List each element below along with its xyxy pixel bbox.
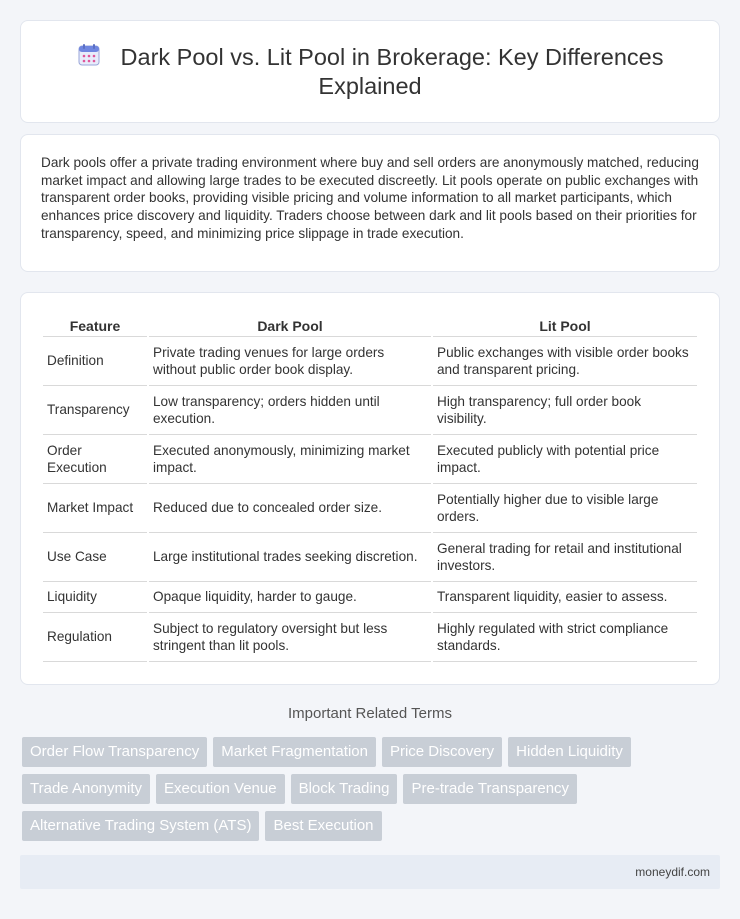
dark-pool-cell: Subject to regulatory oversight but less stringent than lit pools. xyxy=(149,613,431,662)
dark-pool-cell: Executed anonymously, minimizing market impact. xyxy=(149,435,431,484)
table-row xyxy=(43,582,697,613)
term-tag[interactable]: Pre-trade Transparency xyxy=(403,774,577,804)
header-dark-pool: Dark Pool xyxy=(149,315,431,337)
table-row xyxy=(43,533,697,582)
summary-text: Dark pools offer a private trading environment where buy and sell orders are anonymously matched, reducing market impact and allowing large trades to be executed discreetly. Lit pools operate on public exchanges with transparent order books, providing visible pricing and volume information to all market participants, which enhances price discovery and liquidity. Traders choose between dark and lit pools based on their priorities for transparency, speed, and minimizing price slippage in trade execution. xyxy=(41,155,699,241)
title-card xyxy=(20,20,720,123)
calendar-icon xyxy=(77,43,101,67)
lit-pool-cell: Potentially higher due to visible large orders. xyxy=(433,484,697,533)
term-tag[interactable]: Trade Anonymity xyxy=(22,774,150,804)
term-tag[interactable]: Hidden Liquidity xyxy=(508,737,631,767)
dark-pool-cell: Private trading venues for large orders without public order book display. xyxy=(149,337,431,386)
comparison-table-card xyxy=(20,292,720,685)
lit-pool-cell: General trading for retail and institutional investors. xyxy=(433,533,697,582)
lit-pool-cell: Executed publicly with potential price impact. xyxy=(433,435,697,484)
table-row xyxy=(43,435,697,484)
term-tag[interactable]: Price Discovery xyxy=(382,737,502,767)
comparison-table xyxy=(41,315,699,662)
related-terms-list xyxy=(22,737,722,848)
feature-cell: Definition xyxy=(43,337,147,386)
table-row xyxy=(43,613,697,662)
dark-pool-cell: Reduced due to concealed order size. xyxy=(149,484,431,533)
dark-pool-cell: Opaque liquidity, harder to gauge. xyxy=(149,582,431,613)
term-tag[interactable]: Market Fragmentation xyxy=(213,737,376,767)
header-feature: Feature xyxy=(43,315,147,337)
feature-cell: Liquidity xyxy=(43,582,147,613)
related-terms-title: Important Related Terms xyxy=(288,705,452,722)
term-tag[interactable]: Alternative Trading System (ATS) xyxy=(22,811,259,841)
feature-cell: Transparency xyxy=(43,386,147,435)
footer-site[interactable]: moneydif.com xyxy=(635,865,710,879)
feature-cell: Use Case xyxy=(43,533,147,582)
dark-pool-cell: Low transparency; orders hidden until execution. xyxy=(149,386,431,435)
header-lit-pool: Lit Pool xyxy=(433,315,697,337)
feature-cell: Market Impact xyxy=(43,484,147,533)
table-row xyxy=(43,386,697,435)
term-tag[interactable]: Block Trading xyxy=(291,774,398,804)
summary-card xyxy=(20,134,720,272)
lit-pool-cell: High transparency; full order book visibility. xyxy=(433,386,697,435)
footer xyxy=(20,855,720,889)
table-row xyxy=(43,337,697,386)
table-row xyxy=(43,484,697,533)
lit-pool-cell: Transparent liquidity, easier to assess. xyxy=(433,582,697,613)
term-tag[interactable]: Order Flow Transparency xyxy=(22,737,207,767)
feature-cell: Order Execution xyxy=(43,435,147,484)
dark-pool-cell: Large institutional trades seeking discretion. xyxy=(149,533,431,582)
page-title: Dark Pool vs. Lit Pool in Brokerage: Key Differences Explained xyxy=(120,44,664,99)
term-tag[interactable]: Execution Venue xyxy=(156,774,285,804)
term-tag[interactable]: Best Execution xyxy=(265,811,381,841)
lit-pool-cell: Highly regulated with strict compliance standards. xyxy=(433,613,697,662)
table-header-row xyxy=(43,315,697,337)
lit-pool-cell: Public exchanges with visible order books and transparent pricing. xyxy=(433,337,697,386)
feature-cell: Regulation xyxy=(43,613,147,662)
